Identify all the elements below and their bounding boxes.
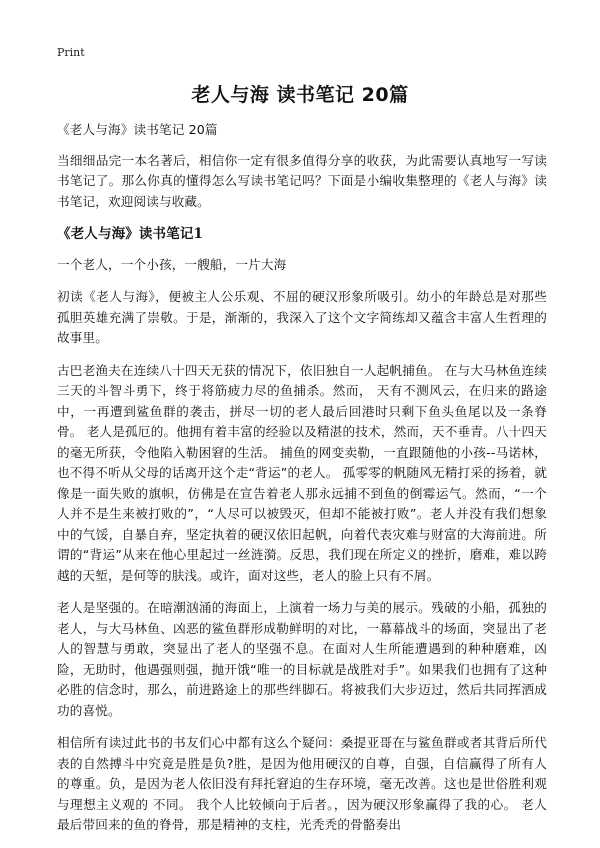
intro-paragraph: 当细细品完一本名著后，相信你一定有很多值得分享的收获，为此需要认真地写一写读书笔记了。那么你真的懂得怎么写读书笔记吗？下面是小编收集整理的《老人与海》读书笔记，欢迎阅读与收藏。: [57, 152, 547, 209]
paragraph-3: 古巴老渔夫在连续八十四天无获的情况下，依旧独自一人起帆捕鱼。 在与大马林鱼连续三天的斗智斗勇下，终于将筋疲力尽的鱼捕杀。然而， 天有不测风云，在归来的路途中，一再遭到鲨鱼群的袭击，拼尽一切的老人最后回港时只剩下鱼头鱼尾以及一条脊骨。 老人是孤厄的。他拥有着丰富的经验以及精湛的技术，然而，天不垂青。八十四天的毫无所获，令他陷入勒困窘的生活。 捕鱼的网变卖勒，一直跟随他的小孩--马诺林，也不得不听从父母的话离开这个走“背运”的老人。 孤零零的帆随风无精打采的扬着，就像是一面失败的旗帜，仿佛是在宣告着老人那永远捕不到鱼的倒霉运气。然而，“一个人并不是生来被打败的”，“人尽可以被毁灭，但却不能被打败”。老人并没有我们想象中的气馁，自暴自弃，坚定执着的硬汉依旧起帆，向着代表灾难与财富的大海前进。所谓的“背运”从来在他心里起过一丝涟漪。反思，我们现在所定义的挫折，磨难，难以跨越的天堑，是何等的肤浅。或许，面对这些，老人的脸上只有不屑。: [57, 362, 547, 583]
paragraph-2: 初读《老人与海》，便被主人公乐观、不屈的硬汉形象所吸引。幼小的年龄总是对那些孤胆英雄充满了崇敬。于是，渐渐的，我深入了这个文字简练却又蕴含丰富人生哲理的故事里。: [57, 289, 547, 345]
section-heading: 《老人与海》读书笔记1: [57, 226, 204, 242]
page-title: 老人与海 读书笔记 20篇: [191, 84, 409, 106]
paragraph-4: 老人是坚强的。在暗潮汹涌的海面上，上演着一场力与美的展示。残破的小船，孤独的老人，与大马林鱼、凶恶的鲨鱼群形成勒鲜明的对比，一幕幕战斗的场面，突显出了老人的智慧与勇敢，突显出了老人的坚强不息。在面对人生所能遭遇到的种种磨难，凶险，无助时，他遇强则强，抛开饿“唯一的目标就是战胜对手”。如果我们也拥有了这种必胜的信念时，那么，前进路途上的那些绊脚石。将被我们大步迈过，然后共同挥洒成功的喜悦。: [57, 600, 547, 718]
print-link[interactable]: Print: [57, 46, 85, 59]
article-body: [57, 120, 547, 848]
paragraph-5: 相信所有读过此书的书友们心中都有这么个疑问：桑提亚哥在与鲨鱼群或者其背后所代表的自然搏斗中究竟是胜是负?胜，是因为他用硬汉的自尊，自强，自信赢得了所有人的尊重。负，是因为老人依旧没有拜托窘迫的生存环境，毫无改善。这也是世俗胜利观与理想主义观的 不同。 我个人比较倾向于后者。，因为硬汉形象赢得了我的心。 老人最后带回来的鱼的脊骨，那是精神的支柱，光秃秃的骨骼奏出: [57, 735, 547, 832]
article-subtitle: 《老人与海》读书笔记 20篇: [57, 122, 218, 137]
paragraph-1: 一个老人，一个小孩，一艘船，一片大海: [57, 256, 287, 272]
